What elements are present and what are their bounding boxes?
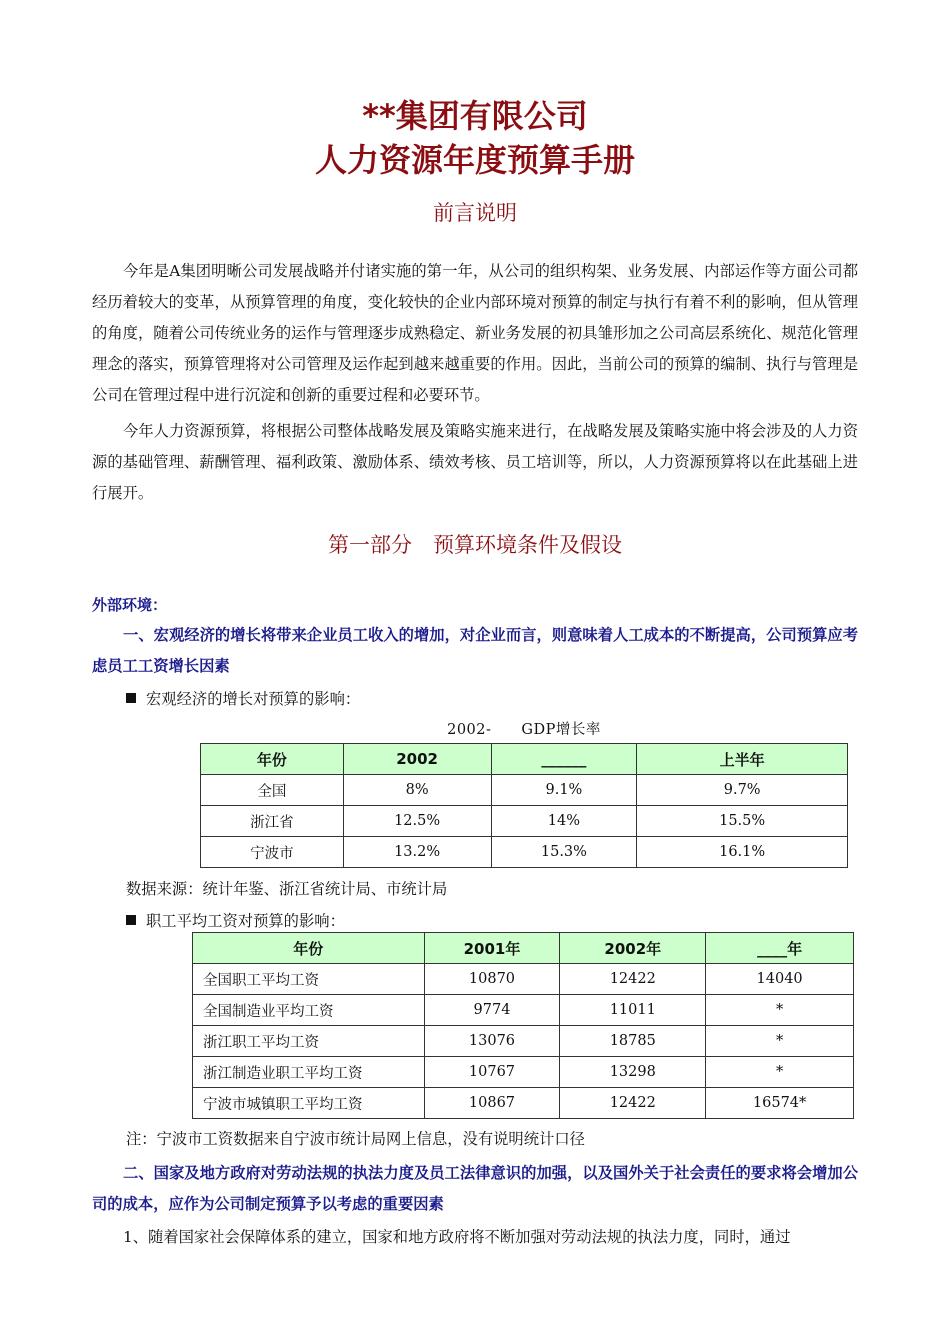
table-header-cell: 2001年 xyxy=(424,933,560,964)
table-cell: 13076 xyxy=(424,1026,560,1057)
table-cell: 9.7% xyxy=(637,775,848,806)
table-cell: 浙江职工平均工资 xyxy=(193,1026,425,1057)
table-header-cell: 2002 xyxy=(343,744,491,775)
table-row xyxy=(193,1026,854,1057)
bullet-square-icon xyxy=(126,693,136,703)
preface-paragraph-2: 今年人力资源预算，将根据公司整体战略发展及策略实施来进行，在战略发展及策略实施中将会涉及的人力资源的基础管理、薪酬管理、福利政策、激励体系、绩效考核、员工培训等，所以，人力资源预算将以在此基础上进行展开。 xyxy=(92,422,858,502)
table-cell: 9.1% xyxy=(491,775,637,806)
table-cell: 11011 xyxy=(560,995,706,1026)
bullet-gdp-text: 宏观经济的增长对预算的影响： xyxy=(146,690,361,708)
table-cell: 全国职工平均工资 xyxy=(193,964,425,995)
table-cell: 全国制造业平均工资 xyxy=(193,995,425,1026)
table-cell: * xyxy=(706,1026,854,1057)
table-cell: 10867 xyxy=(424,1088,560,1119)
point-2-subparagraph-1: 1、随着国家社会保障体系的建立，国家和地方政府将不断加强对劳动法规的执法力度，同时，通过 xyxy=(123,1228,791,1246)
table1-caption: 2002- GDP增长率 xyxy=(447,722,601,738)
bullet-gdp-impact xyxy=(126,686,360,712)
table-row xyxy=(201,837,848,868)
table-row xyxy=(193,1088,854,1119)
table-cell: 13298 xyxy=(560,1057,706,1088)
table-cell: 14% xyxy=(491,806,637,837)
table-cell: 13.2% xyxy=(343,837,491,868)
table-cell: 8% xyxy=(343,775,491,806)
table-cell: 12422 xyxy=(560,964,706,995)
table-row xyxy=(193,995,854,1026)
table-cell: 12422 xyxy=(560,1088,706,1119)
table-cell: 16574* xyxy=(706,1088,854,1119)
table-row xyxy=(201,806,848,837)
gdp-growth-table xyxy=(200,743,848,868)
document-title-line1: **集团有限公司 xyxy=(362,97,588,135)
table-row xyxy=(193,964,854,995)
table-header-cell: ____年 xyxy=(706,933,854,964)
table-cell: 15.3% xyxy=(491,837,637,868)
table-cell: 18785 xyxy=(560,1026,706,1057)
table-row xyxy=(193,1057,854,1088)
document-title-line2: 人力资源年度预算手册 xyxy=(314,141,635,179)
table-header-cell: 上半年 xyxy=(637,744,848,775)
wage-data-note: 注：宁波市工资数据来自宁波市统计局网上信息，没有说明统计口径 xyxy=(126,1130,585,1148)
table-cell: 16.1% xyxy=(637,837,848,868)
table-cell: 浙江省 xyxy=(201,806,344,837)
table-cell: 浙江制造业职工平均工资 xyxy=(193,1057,425,1088)
table-header-cell: ______ xyxy=(491,744,637,775)
table-cell: 15.5% xyxy=(637,806,848,837)
table-cell: 14040 xyxy=(706,964,854,995)
table-header-cell: 2002年 xyxy=(560,933,706,964)
table-cell: 10870 xyxy=(424,964,560,995)
table-cell: * xyxy=(706,1057,854,1088)
point-1-heading: 一、宏观经济的增长将带来企业员工收入的增加，对企业而言，则意味着人工成本的不断提高，公司预算应考虑员工工资增长因素 xyxy=(92,626,858,675)
average-wage-table xyxy=(192,932,854,1119)
bullet-wage-text: 职工平均工资对预算的影响： xyxy=(146,912,345,930)
table-cell: 宁波市 xyxy=(201,837,344,868)
table-cell: 12.5% xyxy=(343,806,491,837)
table-header-row xyxy=(193,933,854,964)
point-2-heading: 二、国家及地方政府对劳动法规的执法力度及员工法律意识的加强，以及国外关于社会责任的要求将会增加公司的成本，应作为公司制定预算予以考虑的重要因素 xyxy=(92,1164,858,1213)
table-header-row xyxy=(201,744,848,775)
table-row xyxy=(201,775,848,806)
table-cell: 宁波市城镇职工平均工资 xyxy=(193,1088,425,1119)
external-environment-label: 外部环境： xyxy=(92,596,168,614)
table-cell: 9774 xyxy=(424,995,560,1026)
table-cell: 10767 xyxy=(424,1057,560,1088)
preface-paragraph-1: 今年是A集团明晰公司发展战略并付诸实施的第一年，从公司的组织构架、业务发展、内部运作等方面公司都经历着较大的变革，从预算管理的角度，变化较快的企业内部环境对预算的制定与执行有着不利的影响，但从管理的角度，随着公司传统业务的运作与管理逐步成熟稳定、新业务发展的初具雏形加之公司高层系统化、规范化管理理念的落实，预算管理将对公司管理及运作起到越来越重要的作用。因此，当前公司的预算的编制、执行与管理是公司在管理过程中进行沉淀和创新的重要过程和必要环节。 xyxy=(92,262,858,404)
preface-heading: 前言说明 xyxy=(433,201,517,225)
data-source-note: 数据来源：统计年鉴、浙江省统计局、市统计局 xyxy=(126,880,448,898)
bullet-wage-impact xyxy=(126,908,345,934)
table-header-cell: 年份 xyxy=(193,933,425,964)
bullet-square-icon xyxy=(126,915,136,925)
table-header-cell: 年份 xyxy=(201,744,344,775)
table-cell: 全国 xyxy=(201,775,344,806)
table-cell: * xyxy=(706,995,854,1026)
part1-heading: 第一部分 预算环境条件及假设 xyxy=(328,533,622,557)
